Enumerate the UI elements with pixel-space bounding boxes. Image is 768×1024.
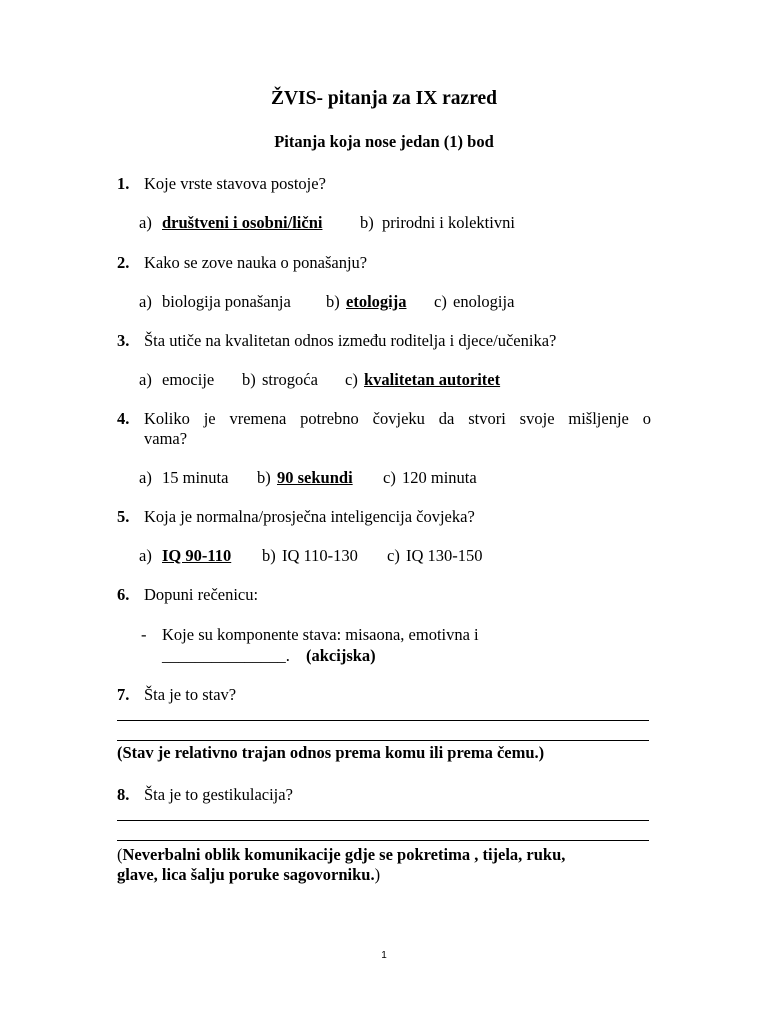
question-text: Koja je normalna/prosječna inteligencija čovjeka? — [144, 507, 475, 526]
option-text: emocije — [162, 370, 215, 389]
option-letter: b) — [262, 546, 276, 565]
option-text: biologija ponašanja — [162, 292, 291, 311]
question-number: 4. — [117, 409, 130, 428]
option-correct-answer: društveni i osobni/lični — [162, 213, 323, 232]
question-number: 3. — [117, 331, 130, 350]
option-letter: a) — [139, 468, 152, 487]
option-text: enologija — [453, 292, 515, 311]
option-letter: a) — [139, 213, 152, 232]
question-number: 1. — [117, 174, 130, 193]
question-number: 6. — [117, 585, 130, 604]
question-text: Dopuni rečenicu: — [144, 585, 259, 604]
question-text: Šta utiče na kvalitetan odnos između roditelja i djece/učenika? — [144, 331, 557, 350]
question-number: 2. — [117, 253, 130, 272]
option-letter: a) — [139, 546, 152, 565]
question-text: Šta je to gestikulacija? — [144, 785, 293, 804]
page-number: 1 — [381, 950, 387, 961]
option-correct-answer: IQ 90-110 — [162, 546, 232, 565]
model-answer: (Stav je relativno trajan odnos prema komu ili prema čemu.) — [117, 743, 545, 762]
option-text: 120 minuta — [402, 468, 477, 487]
answer-line — [117, 740, 649, 741]
document-title: ŽVIS- pitanja za IX razred — [270, 88, 498, 109]
option-correct-answer: 90 sekundi — [277, 468, 353, 487]
question-number: 7. — [117, 685, 130, 704]
model-answer: (Neverbalni oblik komunikacije gdje se pokretima , tijela, ruku, — [117, 845, 566, 864]
question-number: 8. — [117, 785, 130, 804]
answer-line — [117, 820, 649, 821]
question-text: Koliko je vremena potrebno čovjeku da stvori svoje mišljenje o — [144, 409, 651, 428]
option-text: prirodni i kolektivni — [382, 213, 515, 232]
document-subtitle: Pitanja koja nose jedan (1) bod — [274, 132, 494, 151]
model-answer-continued: glave, lica šalju poruke sagovorniku.) — [117, 865, 381, 884]
option-letter: a) — [139, 292, 152, 311]
option-letter: a) — [139, 370, 152, 389]
option-letter: b) — [360, 213, 374, 232]
option-letter: c) — [387, 546, 400, 565]
option-correct-answer: kvalitetan autoritet — [364, 370, 501, 389]
fill-in-answer: (akcijska) — [306, 646, 376, 665]
answer-line — [117, 840, 649, 841]
question-text: Koje vrste stavova postoje? — [144, 174, 326, 193]
question-text-continued: vama? — [144, 429, 188, 448]
bullet-dash: - — [141, 625, 147, 644]
fill-in-sentence: Koje su komponente stava: misaona, emotivna i — [162, 625, 479, 644]
option-text: IQ 110-130 — [282, 546, 358, 565]
question-number: 5. — [117, 507, 130, 526]
option-letter: c) — [383, 468, 396, 487]
option-correct-answer: etologija — [346, 292, 407, 311]
fill-in-blank: _______________. — [162, 646, 290, 665]
question-text: Šta je to stav? — [144, 685, 237, 704]
option-letter: b) — [326, 292, 340, 311]
answer-line — [117, 720, 649, 721]
option-letter: c) — [345, 370, 358, 389]
question-text: Kako se zove nauka o ponašanju? — [144, 253, 368, 272]
option-letter: c) — [434, 292, 447, 311]
option-letter: b) — [257, 468, 271, 487]
option-text: IQ 130-150 — [406, 546, 483, 565]
option-text: 15 minuta — [162, 468, 229, 487]
option-text: strogoća — [262, 370, 318, 389]
option-letter: b) — [242, 370, 256, 389]
